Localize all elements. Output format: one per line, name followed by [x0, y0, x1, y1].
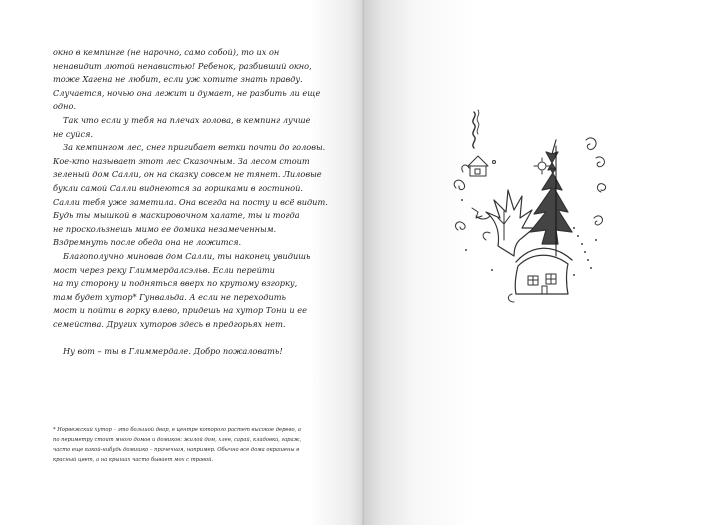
- footnote-line: * Норвежский хутор – это большой двор, в центре которого растет высокое дерево, а: [53, 427, 302, 433]
- footnote: [53, 425, 338, 465]
- text-line: Случается, ночью она лежит и думает, не разбить ли еще: [53, 87, 321, 98]
- text-line: не суйся.: [53, 128, 94, 139]
- text-line: За кемпингом лес, снег пригибает ветки почти до головы.: [63, 142, 326, 153]
- text-line: окно в кемпинге (не нарочно, само собой), то их он: [53, 47, 280, 57]
- footnote-line: часто еще какой-нибудь домишко – прачечная, например. Обычно все дома окрашены в: [53, 447, 300, 453]
- footnote-line: по периметру стоит много домов и домиков: жилой дом, хлев, сарай, кладовка, гараж,: [53, 437, 302, 443]
- text-line: букли самой Салли виднеются за горшками в гостиной.: [53, 182, 303, 193]
- text-line: ненавидит лютой ненавистью! Ребенок, разбивший окно,: [53, 60, 312, 71]
- text-line: Будь ты мышкой в маскировочном халате, ты и тогда: [53, 210, 300, 221]
- text-line: не проскользнешь мимо ее домика незамеченным.: [53, 223, 277, 234]
- text-line: Салли тебя уже заметила. Она всегда на посту и всё видит.: [53, 196, 328, 207]
- body-text: [53, 46, 343, 359]
- closing-line: Ну вот – ты в Глиммердале. Добро пожаловать!: [63, 346, 283, 357]
- house-sketch-illustration: [446, 100, 611, 315]
- text-line: мост и пойти в горку влево, придешь на хутор Тони и ее: [53, 305, 307, 316]
- text-line: Кое-кто называет этот лес Сказочным. За лесом стоит: [53, 155, 310, 166]
- text-line: одно.: [53, 101, 77, 112]
- paragraph-gap: [53, 331, 343, 345]
- footnote-line: красный цвет, а на крышах часто бывает мох с травой.: [53, 457, 214, 463]
- text-line: на ту сторону и подняться вверх по крутому взгорку,: [53, 278, 298, 289]
- text-line: мост через реку Глиммердалсэльв. Если перейти: [53, 264, 275, 275]
- text-line: Благополучно миновав дом Салли, ты наконец увидишь: [63, 250, 311, 261]
- text-line: тоже Хагена не любит, если уж хотите знать правду.: [53, 74, 303, 85]
- text-line: зеленый дом Салли, он на сказку совсем не тянет. Лиловые: [53, 169, 322, 180]
- text-line: Вздремнуть после обеда она не ложится.: [53, 237, 242, 248]
- text-line: семейства. Других хуторов здесь в предгорьях нет.: [53, 318, 286, 329]
- text-line: Так что если у тебя на плечах голова, в кемпинг лучше: [63, 114, 311, 125]
- text-line: там будет хутор* Гунвальда. А если не переходить: [53, 291, 286, 302]
